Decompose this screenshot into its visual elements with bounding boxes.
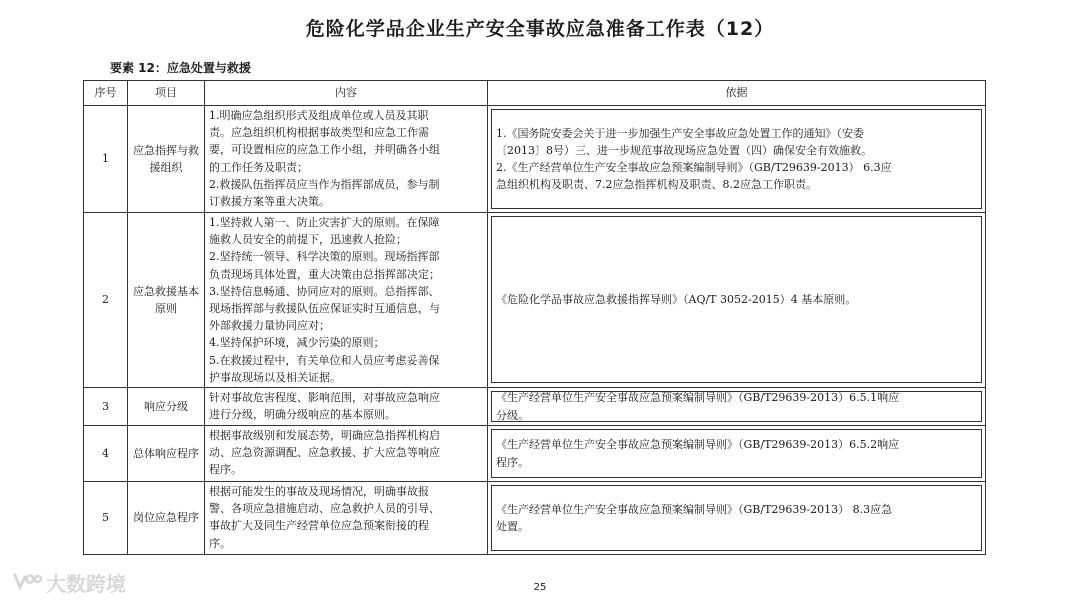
- content-line: 根据可能发生的事故及现场情况，明确事故报: [209, 485, 429, 499]
- content-line: 责。应急组织机构根据事故类型和应急工作需: [209, 126, 429, 140]
- table-row: [84, 106, 986, 213]
- content-line: 序。: [209, 536, 231, 550]
- content-line: 负责现场具体处置，重大决策由总指挥部决定；: [209, 267, 440, 281]
- basis-line: 《危险化学品事故应急救援指挥导则》（AQ/T 3052-2015）4 基本原则。: [496, 292, 857, 306]
- content-line: 针对事故危害程度、影响范围，对事故应急响应: [209, 391, 440, 405]
- row-item: 响应分级: [128, 388, 205, 426]
- row-no: 4: [84, 426, 128, 482]
- row-no: 1: [84, 106, 128, 213]
- table-row: [84, 426, 986, 482]
- basis-line: 2.《生产经营单位生产安全事故应急预案编制导则》（GB/T29639-2013） 6.3应: [496, 161, 892, 174]
- row-no: 2: [84, 213, 128, 388]
- basis-line: 程序。: [496, 455, 529, 469]
- row-basis: [488, 426, 986, 482]
- basis-line: 处置。: [496, 520, 529, 534]
- row-content: [205, 388, 488, 426]
- basis-line: 1.《国务院安委会关于进一步加强生产安全事故应急处置工作的通知》（安委: [496, 126, 864, 140]
- row-basis: [488, 482, 986, 555]
- content-line: 根据事故级别和发展态势，明确应急指挥机构启: [209, 429, 440, 443]
- basis-box: [491, 391, 982, 422]
- watermark-icon: [12, 571, 42, 595]
- row-basis: [488, 106, 986, 213]
- basis-line: 急组织机构及职责、7.2应急指挥机构及职责、8.2应急工作职责。: [496, 178, 817, 192]
- content-line: 外部救援力量协同应对；: [209, 319, 330, 333]
- row-basis: [488, 213, 986, 388]
- header-item: 项目: [128, 81, 205, 106]
- content-line: 订救援方案等重大决策。: [209, 195, 330, 209]
- content-line: 2.救援队伍指挥员应当作为指挥部成员，参与制: [209, 177, 440, 191]
- basis-box: [491, 429, 982, 478]
- row-item: 应急指挥与救援组织: [128, 106, 205, 213]
- content-line: 施救人员安全的前提下，迅速救人抢险；: [209, 233, 407, 247]
- row-no: 3: [84, 388, 128, 426]
- content-line: 3.坚持信息畅通、协同应对的原则。总指挥部、: [209, 284, 440, 298]
- watermark-logo: [12, 568, 126, 597]
- basis-line: 〔2013〕8号）三、进一步规范事故现场应急处置（四）确保安全有效施救。: [496, 143, 872, 157]
- table-row: [84, 213, 986, 388]
- row-item: 应急救援基本原则: [128, 213, 205, 388]
- header-basis: 依据: [488, 81, 986, 106]
- content-line: 护事故现场以及相关证据。: [209, 370, 341, 384]
- row-basis: [488, 388, 986, 426]
- table-header-row: [84, 81, 986, 106]
- table-row: [84, 388, 986, 426]
- content-line: 4.坚持保护环境，减少污染的原则；: [209, 336, 385, 350]
- row-content: [205, 482, 488, 555]
- table-row: [84, 482, 986, 555]
- element-subtitle: 要素 12：应急处置与救援: [110, 61, 251, 75]
- content-line: 1.明确应急组织形式及组成单位或人员及其职: [209, 109, 429, 122]
- basis-line: 《生产经营单位生产安全事故应急预案编制导则》（GB/T29639-2013） 8.3应急: [496, 502, 893, 516]
- row-content: [205, 106, 488, 213]
- header-no: 序号: [84, 81, 128, 106]
- basis-box: [491, 109, 982, 209]
- basis-box: [491, 216, 982, 383]
- row-content: [205, 426, 488, 482]
- basis-line: 分级。: [496, 408, 529, 422]
- content-line: 动、应急资源调配、应急救援、扩大应急等响应: [209, 446, 440, 460]
- content-line: 进行分级，明确分级响应的基本原则。: [209, 408, 396, 422]
- row-item: 总体响应程序: [128, 426, 205, 482]
- content-line: 现场指挥部与救援队伍应保证实时互通信息，与: [209, 302, 440, 316]
- content-line: 程序。: [209, 463, 242, 477]
- content-line: 1.坚持救人第一、防止灾害扩大的原则。在保障: [209, 216, 440, 229]
- header-content: 内容: [205, 81, 488, 106]
- content-line: 2.坚持统一领导、科学决策的原则。现场指挥部: [209, 250, 440, 264]
- content-line: 5.在救援过程中，有关单位和人员应考虑妥善保: [209, 353, 440, 367]
- content-line: 事故扩大及同生产经营单位应急预案衔接的程: [209, 519, 429, 533]
- basis-line: 《生产经营单位生产安全事故应急预案编制导则》（GB/T29639-2013）6.5.1响应: [496, 391, 900, 405]
- preparation-table: [83, 80, 986, 555]
- row-no: 5: [84, 482, 128, 555]
- basis-line: 《生产经营单位生产安全事故应急预案编制导则》（GB/T29639-2013）6.5.2响应: [496, 438, 900, 452]
- content-line: 要，可设置相应的应急工作小组，并明确各小组: [209, 143, 440, 157]
- row-item: 岗位应急程序: [128, 482, 205, 555]
- content-line: 警、各项应急措施启动、应急救护人员的引导、: [209, 502, 440, 516]
- row-content: [205, 213, 488, 388]
- page-number: 25: [533, 582, 547, 593]
- content-line: 的工作任务及职责；: [209, 160, 308, 174]
- basis-box: [491, 485, 982, 551]
- watermark-text: 大数跨境: [46, 572, 126, 596]
- page-title: 危险化学品企业生产安全事故应急准备工作表（12）: [305, 18, 775, 40]
